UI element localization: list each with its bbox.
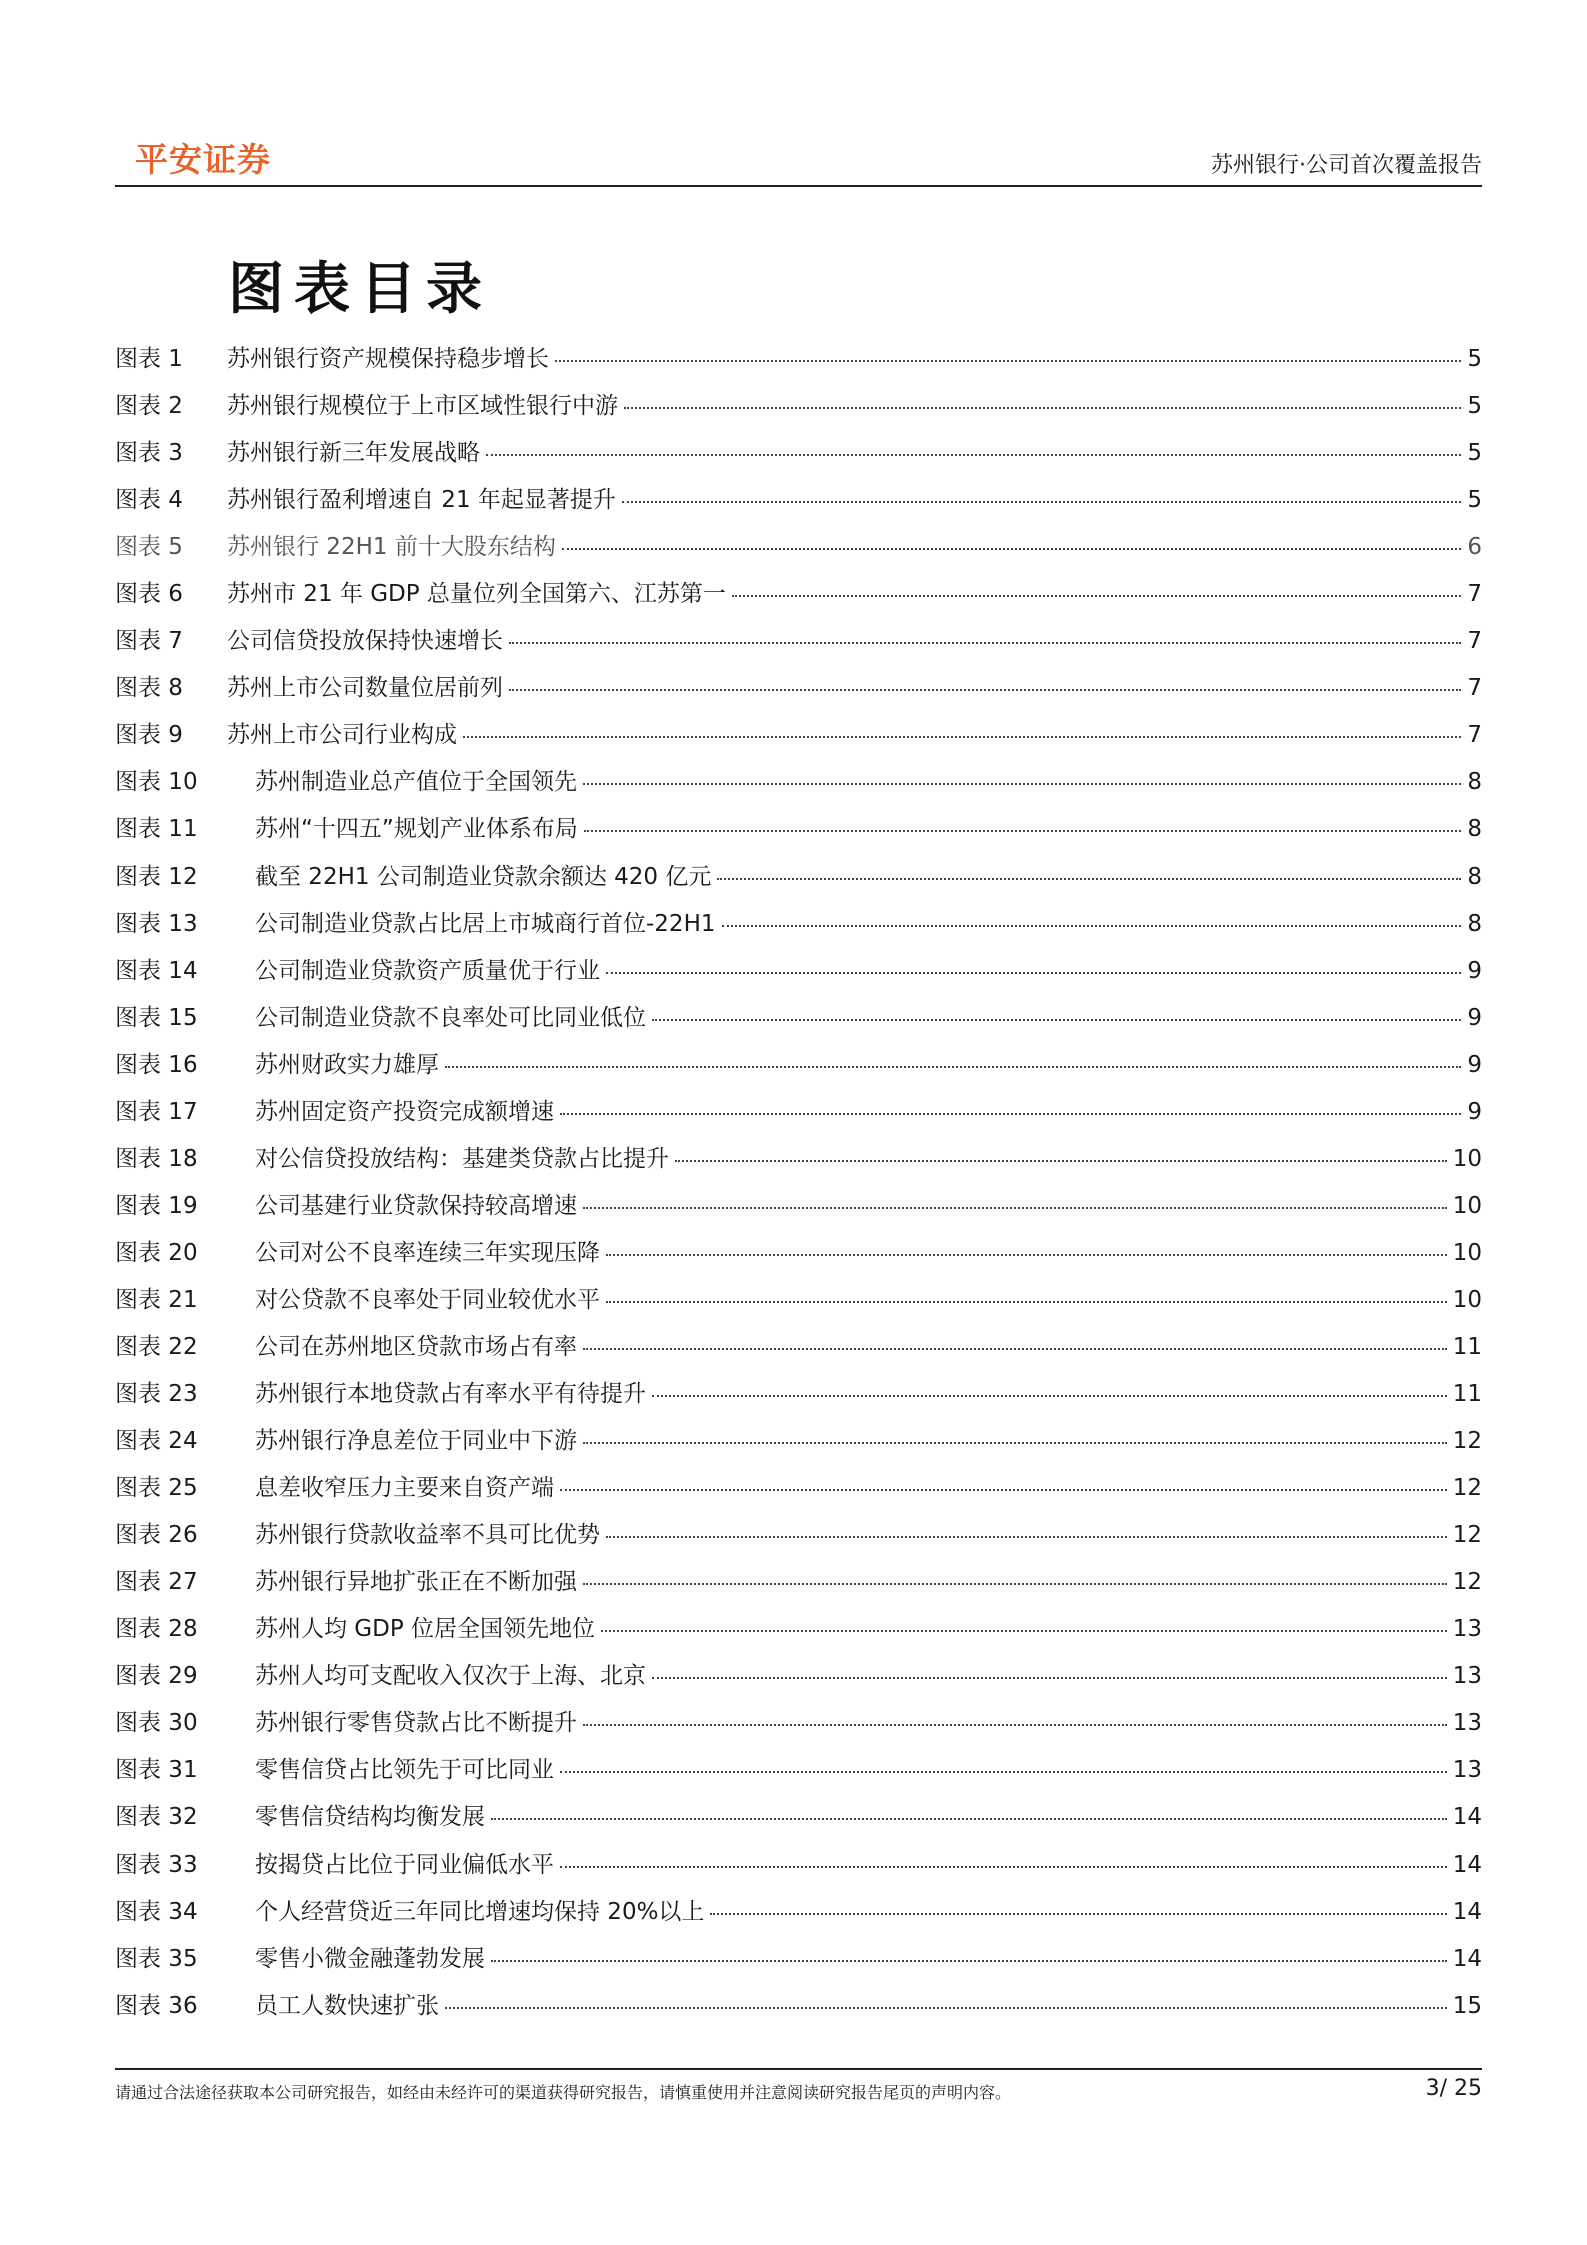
toc-entry-title: 员工人数快速扩张 xyxy=(255,1992,439,2019)
toc-entry-page: 7 xyxy=(1467,722,1482,749)
toc-entry-label: 图表 16 xyxy=(115,1051,198,1078)
toc-entry-page: 5 xyxy=(1467,440,1482,467)
toc-entry-title: 零售信贷结构均衡发展 xyxy=(255,1804,485,1831)
toc-list xyxy=(115,340,1482,2034)
toc-entry-label: 图表 6 xyxy=(115,581,183,608)
toc-entry[interactable] xyxy=(115,905,1482,952)
toc-entry-title: 苏州银行新三年发展战略 xyxy=(227,440,480,467)
toc-dot-leader xyxy=(560,1489,1447,1491)
toc-dot-leader xyxy=(560,1771,1447,1773)
page-number: 3/ 25 xyxy=(1425,2076,1482,2101)
toc-entry-page: 9 xyxy=(1467,1004,1482,1031)
toc-entry-label: 图表 7 xyxy=(115,628,183,655)
toc-dot-leader xyxy=(583,1348,1447,1350)
toc-dot-leader xyxy=(555,360,1461,362)
toc-entry-label: 图表 4 xyxy=(115,487,183,514)
toc-entry-page: 7 xyxy=(1467,628,1482,655)
toc-dot-leader xyxy=(722,925,1462,927)
toc-entry-page: 14 xyxy=(1452,1945,1482,1972)
toc-entry-page: 12 xyxy=(1452,1428,1482,1455)
toc-entry-label: 图表 19 xyxy=(115,1192,198,1219)
toc-dot-leader xyxy=(560,1866,1447,1868)
toc-dot-leader xyxy=(652,1395,1447,1397)
toc-entry[interactable] xyxy=(115,763,1482,810)
toc-dot-leader xyxy=(491,1818,1447,1820)
toc-entry-page: 11 xyxy=(1452,1333,1482,1360)
toc-entry-title: 公司制造业贷款资产质量优于行业 xyxy=(255,957,600,984)
toc-entry-page: 7 xyxy=(1467,675,1482,702)
toc-entry[interactable] xyxy=(115,387,1482,434)
toc-entry-title: 按揭贷占比位于同业偏低水平 xyxy=(255,1851,554,1878)
toc-entry-page: 13 xyxy=(1452,1757,1482,1784)
toc-entry-title: 公司基建行业贷款保持较高增速 xyxy=(255,1192,577,1219)
toc-dot-leader xyxy=(606,1254,1447,1256)
toc-entry[interactable] xyxy=(115,1422,1482,1469)
toc-entry-page: 9 xyxy=(1467,957,1482,984)
toc-dot-leader xyxy=(606,972,1461,974)
toc-heading: 图表目录 xyxy=(228,257,492,322)
toc-dot-leader xyxy=(710,1913,1446,1915)
toc-entry[interactable] xyxy=(115,1516,1482,1563)
toc-entry-label: 图表 35 xyxy=(115,1945,198,1972)
toc-entry-page: 8 xyxy=(1467,816,1482,843)
toc-entry-label: 图表 9 xyxy=(115,722,183,749)
toc-entry-title: 苏州银行贷款收益率不具可比优势 xyxy=(255,1522,600,1549)
toc-entry-label: 图表 15 xyxy=(115,1004,198,1031)
toc-entry-title: 苏州人均可支配收入仅次于上海、北京 xyxy=(255,1663,646,1690)
toc-entry-label: 图表 26 xyxy=(115,1522,198,1549)
toc-dot-leader xyxy=(509,689,1461,691)
toc-entry-label: 图表 31 xyxy=(115,1757,198,1784)
toc-entry[interactable] xyxy=(115,1234,1482,1281)
toc-entry-page: 13 xyxy=(1452,1663,1482,1690)
toc-entry-title: 苏州银行异地扩张正在不断加强 xyxy=(255,1569,577,1596)
toc-entry-title: 零售小微金融蓬勃发展 xyxy=(255,1945,485,1972)
toc-entry-title: 息差收窄压力主要来自资产端 xyxy=(255,1475,554,1502)
toc-dot-leader xyxy=(463,736,1461,738)
toc-entry-label: 图表 23 xyxy=(115,1381,198,1408)
toc-entry-label: 图表 22 xyxy=(115,1333,198,1360)
toc-entry-label: 图表 2 xyxy=(115,393,183,420)
toc-dot-leader xyxy=(583,1442,1447,1444)
toc-dot-leader xyxy=(486,454,1461,456)
toc-dot-leader xyxy=(717,878,1461,880)
toc-entry-title: 零售信贷占比领先于可比同业 xyxy=(255,1757,554,1784)
toc-entry[interactable] xyxy=(115,1704,1482,1751)
toc-entry-label: 图表 32 xyxy=(115,1804,198,1831)
toc-dot-leader xyxy=(560,1113,1461,1115)
toc-entry-title: 公司对公不良率连续三年实现压降 xyxy=(255,1239,600,1266)
toc-entry-title: 苏州固定资产投资完成额增速 xyxy=(255,1098,554,1125)
toc-entry-title: 苏州银行零售贷款占比不断提升 xyxy=(255,1710,577,1737)
toc-entry[interactable] xyxy=(115,999,1482,1046)
toc-entry-title: 公司信贷投放保持快速增长 xyxy=(227,628,503,655)
toc-entry-page: 14 xyxy=(1452,1851,1482,1878)
toc-entry-label: 图表 17 xyxy=(115,1098,198,1125)
toc-entry-label: 图表 24 xyxy=(115,1428,198,1455)
toc-entry-page: 5 xyxy=(1467,487,1482,514)
brand-logo: 平安证券 xyxy=(135,140,271,179)
toc-dot-leader xyxy=(732,595,1461,597)
toc-entry-page: 7 xyxy=(1467,581,1482,608)
toc-entry-label: 图表 11 xyxy=(115,816,198,843)
toc-dot-leader xyxy=(584,830,1462,832)
toc-entry-page: 8 xyxy=(1467,863,1482,890)
toc-entry[interactable] xyxy=(115,858,1482,905)
toc-entry-label: 图表 8 xyxy=(115,675,183,702)
toc-entry-label: 图表 1 xyxy=(115,346,183,372)
toc-entry-label: 图表 29 xyxy=(115,1663,198,1690)
toc-entry-page: 12 xyxy=(1452,1569,1482,1596)
toc-dot-leader xyxy=(583,1724,1447,1726)
toc-dot-leader xyxy=(445,1066,1461,1068)
toc-dot-leader xyxy=(562,548,1462,550)
toc-entry[interactable] xyxy=(115,716,1482,763)
toc-entry-page: 6 xyxy=(1467,534,1482,561)
toc-entry-label: 图表 10 xyxy=(115,769,198,796)
toc-entry-page: 14 xyxy=(1452,1898,1482,1925)
toc-entry-title: 苏州银行资产规模保持稳步增长 xyxy=(227,346,549,372)
toc-entry-page: 5 xyxy=(1467,393,1482,420)
toc-entry-page: 15 xyxy=(1452,1992,1482,2019)
toc-entry-title: 个人经营贷近三年同比增速均保持 20%以上 xyxy=(255,1898,705,1925)
toc-entry[interactable] xyxy=(115,1846,1482,1893)
toc-entry-title: 苏州制造业总产值位于全国领先 xyxy=(255,769,577,796)
toc-entry-label: 图表 33 xyxy=(115,1851,198,1878)
toc-entry-page: 8 xyxy=(1467,910,1482,937)
toc-entry[interactable] xyxy=(115,1563,1482,1610)
toc-dot-leader xyxy=(491,1960,1447,1962)
toc-entry-label: 图表 18 xyxy=(115,1145,198,1172)
toc-entry[interactable] xyxy=(115,1987,1482,2034)
toc-entry[interactable] xyxy=(115,810,1482,857)
toc-dot-leader xyxy=(601,1630,1447,1632)
toc-dot-leader xyxy=(652,1677,1447,1679)
toc-entry[interactable] xyxy=(115,1281,1482,1328)
toc-entry[interactable] xyxy=(115,1046,1482,1093)
toc-entry[interactable] xyxy=(115,1893,1482,1940)
toc-entry-title: 苏州市 21 年 GDP 总量位列全国第六、江苏第一 xyxy=(227,581,726,608)
toc-entry[interactable] xyxy=(115,622,1482,669)
toc-entry-title: 苏州银行规模位于上市区域性银行中游 xyxy=(227,393,618,420)
toc-entry[interactable] xyxy=(115,528,1482,575)
toc-entry-label: 图表 30 xyxy=(115,1710,198,1737)
toc-dot-leader xyxy=(509,642,1461,644)
toc-dot-leader xyxy=(622,501,1461,503)
toc-entry-page: 10 xyxy=(1452,1239,1482,1266)
toc-dot-leader xyxy=(583,1583,1447,1585)
toc-entry-page: 13 xyxy=(1452,1710,1482,1737)
toc-entry-label: 图表 21 xyxy=(115,1286,198,1313)
toc-entry-label: 图表 3 xyxy=(115,440,183,467)
toc-entry[interactable] xyxy=(115,1187,1482,1234)
toc-entry-title: 公司在苏州地区贷款市场占有率 xyxy=(255,1333,577,1360)
toc-entry-page: 10 xyxy=(1452,1145,1482,1172)
toc-entry-title: 苏州上市公司行业构成 xyxy=(227,722,457,749)
toc-entry-label: 图表 14 xyxy=(115,957,198,984)
toc-entry[interactable] xyxy=(115,1657,1482,1704)
toc-entry-page: 8 xyxy=(1467,769,1482,796)
toc-entry-title: 截至 22H1 公司制造业贷款余额达 420 亿元 xyxy=(255,863,712,890)
toc-entry-title: 苏州“十四五”规划产业体系布局 xyxy=(255,816,578,843)
toc-entry[interactable] xyxy=(115,952,1482,999)
toc-entry[interactable] xyxy=(115,669,1482,716)
toc-entry-label: 图表 36 xyxy=(115,1992,198,2019)
toc-entry-label: 图表 27 xyxy=(115,1569,198,1596)
toc-entry-page: 14 xyxy=(1452,1804,1482,1831)
toc-entry[interactable] xyxy=(115,575,1482,622)
toc-entry-label: 图表 28 xyxy=(115,1616,198,1643)
toc-entry-page: 12 xyxy=(1452,1475,1482,1502)
document-title: 苏州银行·公司首次覆盖报告 xyxy=(1211,153,1482,178)
toc-entry[interactable] xyxy=(115,1328,1482,1375)
toc-entry-label: 图表 5 xyxy=(115,534,183,561)
toc-entry-title: 公司制造业贷款不良率处可比同业低位 xyxy=(255,1004,646,1031)
toc-dot-leader xyxy=(624,407,1461,409)
toc-entry-page: 12 xyxy=(1452,1522,1482,1549)
toc-dot-leader xyxy=(583,1207,1447,1209)
toc-dot-leader xyxy=(652,1019,1461,1021)
toc-entry-page: 10 xyxy=(1452,1192,1482,1219)
toc-entry-title: 苏州人均 GDP 位居全国领先地位 xyxy=(255,1616,596,1643)
toc-entry[interactable] xyxy=(115,1093,1482,1140)
toc-entry-label: 图表 34 xyxy=(115,1898,198,1925)
toc-entry[interactable] xyxy=(115,1375,1482,1422)
toc-entry[interactable] xyxy=(115,1610,1482,1657)
toc-entry[interactable] xyxy=(115,1469,1482,1516)
toc-entry-label: 图表 20 xyxy=(115,1239,198,1266)
toc-entry[interactable] xyxy=(115,1940,1482,1987)
toc-entry-label: 图表 13 xyxy=(115,910,198,937)
toc-entry-page: 9 xyxy=(1467,1051,1482,1078)
toc-dot-leader xyxy=(606,1536,1447,1538)
footer-disclaimer: 请通过合法途径获取本公司研究报告，如经由未经许可的渠道获得研究报告，请慎重使用并注意阅读研究报告尾页的声明内容。 xyxy=(115,2083,1012,2102)
toc-entry-title: 苏州银行 22H1 前十大股东结构 xyxy=(227,534,556,561)
toc-entry[interactable] xyxy=(115,434,1482,481)
toc-dot-leader xyxy=(445,2007,1447,2009)
toc-entry[interactable] xyxy=(115,1140,1482,1187)
toc-entry-title: 苏州银行盈利增速自 21 年起显著提升 xyxy=(227,487,616,514)
toc-entry-title: 苏州财政实力雄厚 xyxy=(255,1051,439,1078)
toc-entry-label: 图表 25 xyxy=(115,1475,198,1502)
toc-entry[interactable] xyxy=(115,481,1482,528)
header-divider xyxy=(115,185,1482,187)
toc-entry-title: 苏州银行本地贷款占有率水平有待提升 xyxy=(255,1381,646,1408)
toc-dot-leader xyxy=(606,1301,1447,1303)
toc-entry[interactable] xyxy=(115,1798,1482,1845)
toc-entry[interactable] xyxy=(115,1751,1482,1798)
toc-entry-page: 9 xyxy=(1467,1098,1482,1125)
toc-entry[interactable] xyxy=(115,340,1482,387)
toc-entry-page: 10 xyxy=(1452,1286,1482,1313)
toc-dot-leader xyxy=(675,1160,1447,1162)
toc-entry-title: 对公贷款不良率处于同业较优水平 xyxy=(255,1286,600,1313)
toc-entry-title: 对公信贷投放结构：基建类贷款占比提升 xyxy=(255,1145,669,1172)
toc-entry-label: 图表 12 xyxy=(115,863,198,890)
toc-entry-title: 苏州上市公司数量位居前列 xyxy=(227,675,503,702)
toc-entry-page: 13 xyxy=(1452,1616,1482,1643)
footer-divider xyxy=(115,2068,1482,2070)
toc-entry-page: 11 xyxy=(1452,1381,1482,1408)
toc-entry-page: 5 xyxy=(1467,346,1482,372)
toc-entry-title: 公司制造业贷款占比居上市城商行首位-22H1 xyxy=(255,910,716,937)
toc-entry-title: 苏州银行净息差位于同业中下游 xyxy=(255,1428,577,1455)
toc-dot-leader xyxy=(583,783,1461,785)
